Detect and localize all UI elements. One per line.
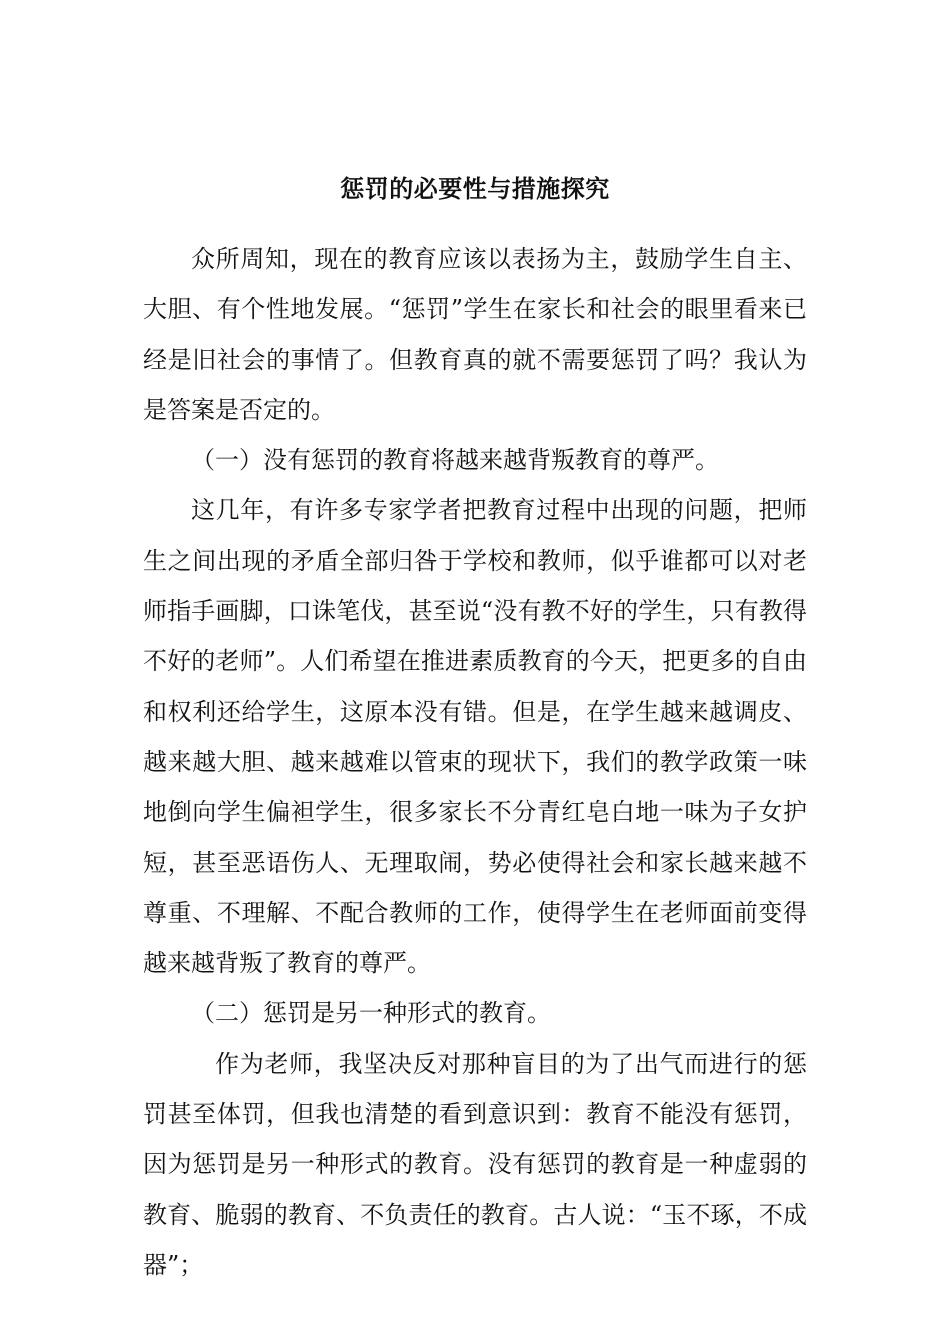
- paragraph-section-2: 作为老师，我坚决反对那种盲目的为了出气而进行的惩罚甚至体罚，但我也清楚的看到意识到：教育不能没有惩罚，因为惩罚是另一种形式的教育。没有惩罚的教育是一种虚弱的教育、脆弱的教育、不负责任的教育。古人说：“玉不琢，不成器”；: [143, 1049, 807, 1279]
- paragraph-section-1: 这几年，有许多专家学者把教育过程中出现的问题，把师生之间出现的矛盾全部归咎于学校和教师，似乎谁都可以对老师指手画脚，口诛笔伐，甚至说“没有教不好的学生，只有教得不好的老师”。人们希望在推进素质教育的今天，把更多的自由和权利还给学生，这原本没有错。但是，在学生越来越调皮、越来越大胆、越来越难以管束的现状下，我们的教学政策一味地倒向学生偏袒学生，很多家长不分青红皂白地一味为子女护短，甚至恶语伤人、无理取闹，势必使得社会和家长越来越不尊重、不理解、不配合教师的工作，使得学生在老师面前变得越来越背叛了教育的尊严。: [143, 496, 807, 978]
- document-body: [143, 234, 807, 1290]
- document-title: 惩罚的必要性与措施探究: [340, 174, 610, 203]
- section-heading-2: （二）惩罚是另一种形式的教育。: [191, 999, 551, 1028]
- paragraph-intro: 众所周知，现在的教育应该以表扬为主，鼓励学生自主、大胆、有个性地发展。“惩罚”学生在家长和社会的眼里看来已经是旧社会的事情了。但教育真的就不需要惩罚了吗？我认为是答案是否定的。: [143, 245, 807, 424]
- section-heading-1: （一）没有惩罚的教育将越来越背叛教育的尊严。: [191, 446, 719, 475]
